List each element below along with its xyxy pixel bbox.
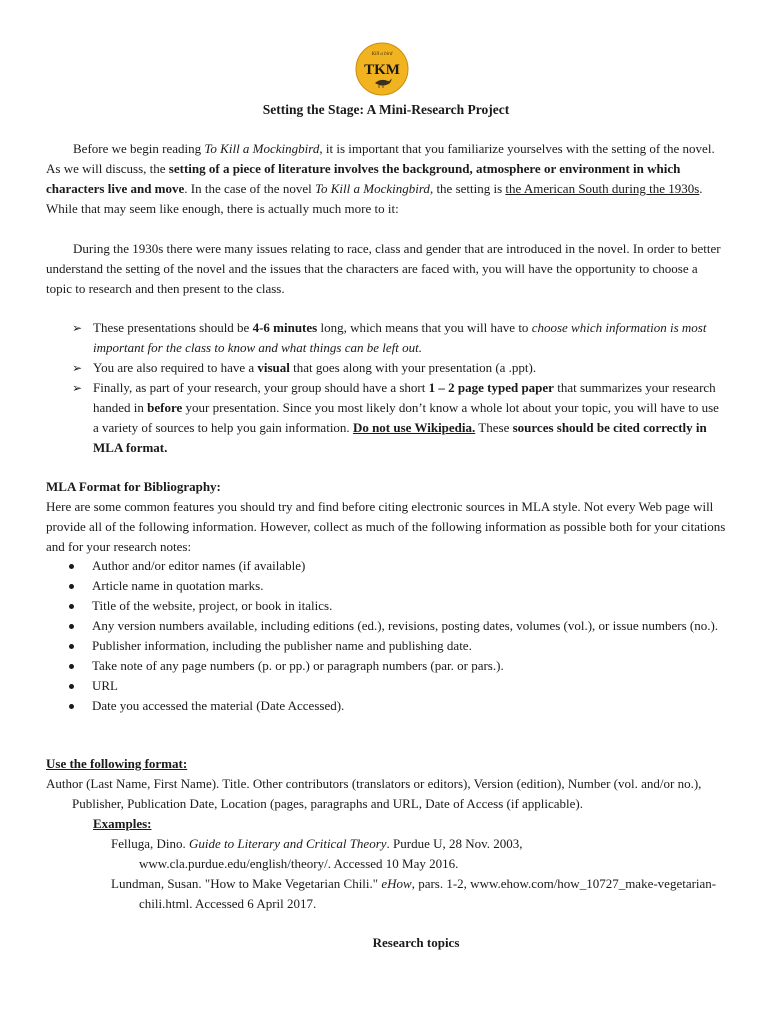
list-item: Publisher information, including the publisher name and publishing date.: [69, 636, 719, 656]
page-title: Setting the Stage: A Mini-Research Project: [262, 102, 510, 117]
arrow-bullet-icon: ➢: [72, 361, 83, 375]
bullet-icon: [69, 564, 74, 569]
list-item: Date you accessed the material (Date Accessed).: [69, 696, 719, 716]
context-paragraph: During the 1930s there were many issues relating to race, class and gender that are introduced in the novel. In order to better understand the setting of the novel and the issues that the characters are faced with, you will have the opportunity to choose a topic to research and then present to the class.: [46, 241, 721, 296]
logo-text: TKM: [364, 62, 400, 78]
list-item: ➢ These presentations should be 4-6 minutes long, which means that you will have to choose which information is most important for the class to know and what things can be left out.: [72, 320, 707, 355]
mla-intro: Here are some common features you should try and find before citing electronic sources in MLA style. Not every Web page will provide all of the following information. However, collect as much of the following information as possible both for your citations and for your research notes:: [46, 499, 726, 554]
bullet-icon: [69, 704, 74, 709]
format-template: Author (Last Name, First Name). Title. Other contributors (translators or editors), Version (edition), Number (vol. and/or no.), Publisher, Publication Date, Location (pages, paragraphs and URL, Date of Access (if applicable).: [46, 776, 702, 811]
list-item: Title of the website, project, or book in italics.: [69, 596, 719, 616]
arrow-bullet-icon: ➢: [72, 321, 83, 335]
intro-paragraph: Before we begin reading To Kill a Mockingbird, it is important that you familiarize yourselves with the setting of the novel. As we will discuss, the setting of a piece of literature involves the background, atmosphere or environment in which characters live and move. In the case of the novel To Kill a Mockingbird, the setting is the American South during the 1930s. While that may seem like enough, there is actually much more to it:: [46, 141, 715, 216]
arrow-bullet-icon: ➢: [72, 381, 83, 395]
format-heading: Use the following format:: [46, 756, 188, 771]
mla-features-list: [69, 556, 719, 716]
bullet-icon: [69, 624, 74, 629]
logo-top-text: Kill a bird: [371, 52, 393, 57]
list-item: Author and/or editor names (if available): [69, 556, 719, 576]
list-item: ➢ Finally, as part of your research, your group should have a short 1 – 2 page typed paper that summarizes your research handed in before your presentation. Since you most likely don’t know a whole lot about your topic, you will have to use a variety of sources to help you gain information. Do not use Wikipedia. These sources should be cited correctly in MLA format.: [72, 380, 719, 455]
examples-heading: Examples:: [93, 816, 152, 831]
research-topics-heading: Research topics: [372, 935, 460, 950]
tkm-logo: [355, 42, 409, 96]
list-item: Take note of any page numbers (p. or pp.) or paragraph numbers (par. or pars.).: [69, 656, 719, 676]
bullet-icon: [69, 584, 74, 589]
requirements-list: [72, 318, 726, 458]
example-citation: Felluga, Dino. Guide to Literary and Critical Theory. Purdue U, 28 Nov. 2003, www.cla.purdue.edu/english/theory/. Accessed 10 May 2016.: [111, 836, 523, 871]
list-item: Any version numbers available, including editions (ed.), revisions, posting dates, volumes (vol.), or issue numbers (no.).: [69, 616, 719, 636]
list-item: Article name in quotation marks.: [69, 576, 719, 596]
bullet-icon: [69, 604, 74, 609]
bullet-icon: [69, 664, 74, 669]
mla-heading: MLA Format for Bibliography:: [46, 479, 221, 494]
list-item: URL: [69, 676, 719, 696]
list-item: ➢ You are also required to have a visual that goes along with your presentation (a .ppt).: [72, 358, 726, 378]
example-citation: Lundman, Susan. "How to Make Vegetarian Chili." eHow, pars. 1-2, www.ehow.com/how_10727_make-vegetarian-chili.html. Accessed 6 April 2017.: [111, 876, 717, 911]
bullet-icon: [69, 684, 74, 689]
bullet-icon: [69, 644, 74, 649]
